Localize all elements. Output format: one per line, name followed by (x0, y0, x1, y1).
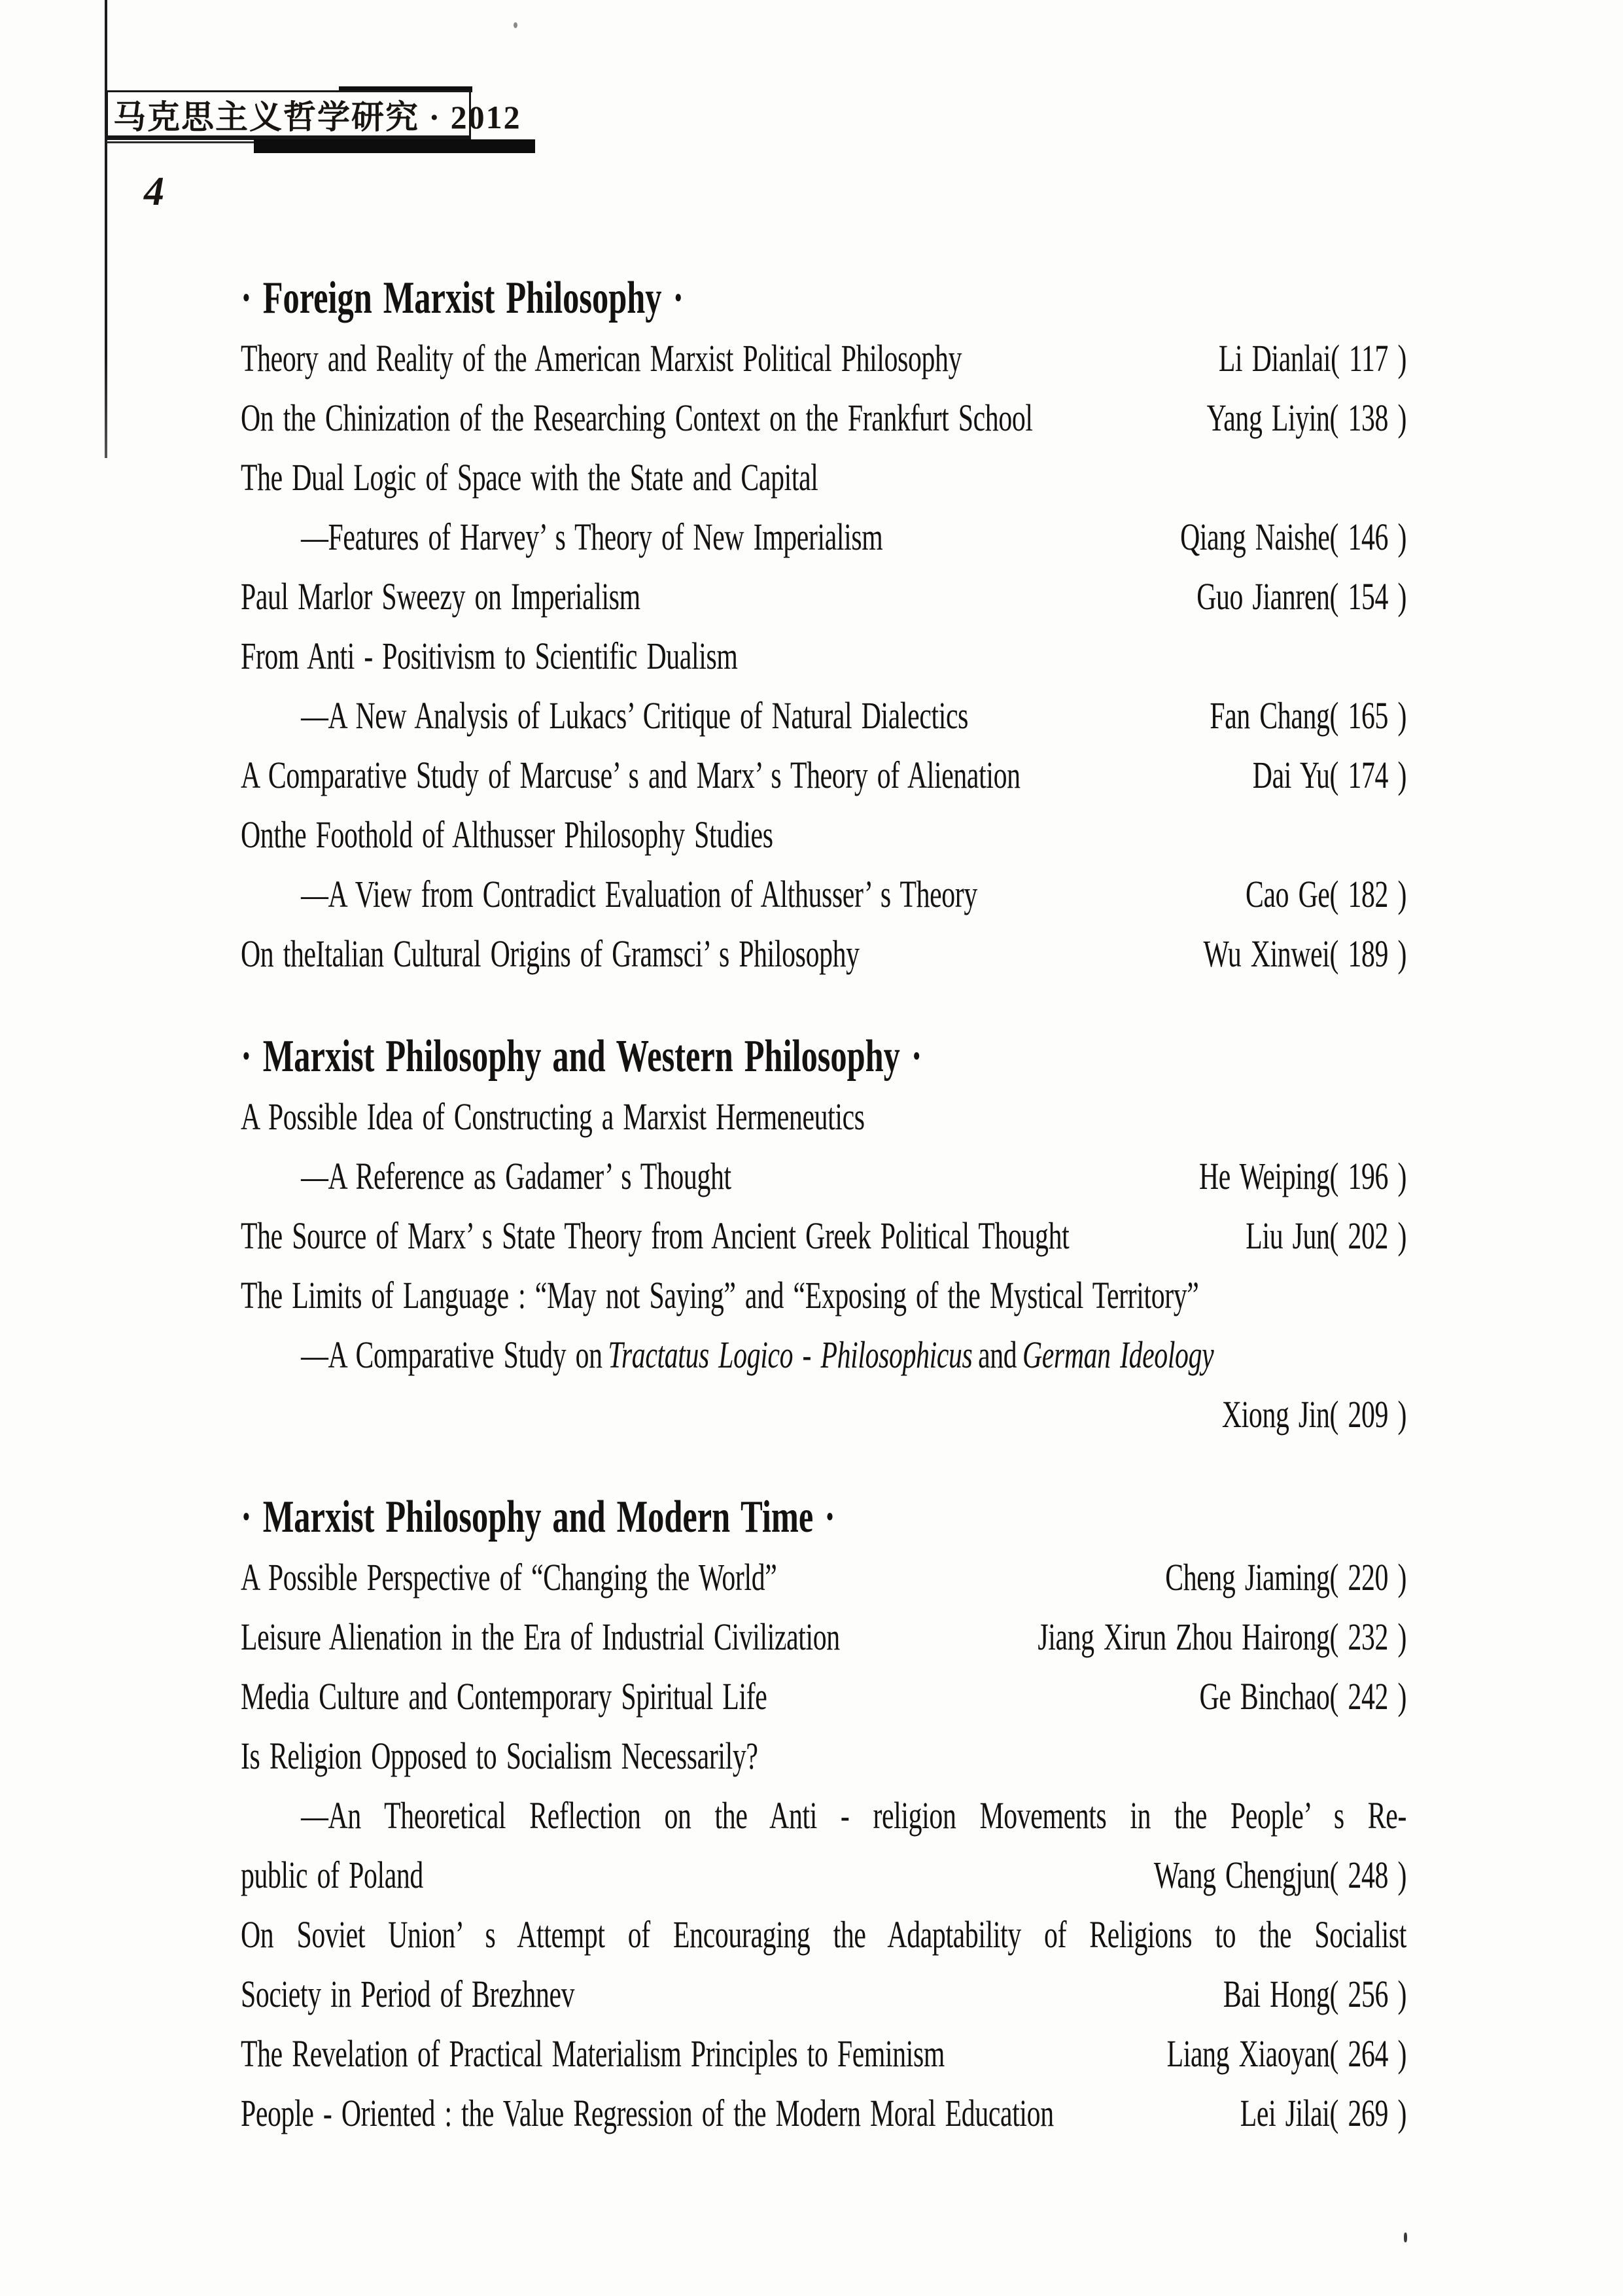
entry-author-page: Yang Liyin( 138 ) (1206, 397, 1406, 439)
toc-entry (241, 626, 1406, 686)
entry-title-segment-italic: Tractatus Logico - Philosophicus (608, 1333, 973, 1376)
toc-entry-subtitle (241, 864, 1406, 924)
entry-author-page: Ge Binchao( 242 ) (1199, 1675, 1406, 1718)
toc-entry (241, 2083, 1406, 2143)
toc-entry (241, 1667, 1406, 1726)
entry-author-page: Bai Hong( 256 ) (1223, 1973, 1406, 2015)
entry-author-page: Liang Xiaoyan( 264 ) (1166, 2032, 1406, 2075)
journal-header-text: 马克思主义哲学研究 · 2012 (108, 101, 469, 138)
toc-entry (241, 1607, 1406, 1667)
toc-entry (241, 1087, 1406, 1146)
toc-entry-author-line (241, 1385, 1406, 1444)
entry-title: Paul Marlor Sweezy on Imperialism (241, 575, 640, 618)
scan-speck (514, 22, 517, 28)
entry-author-page: Qiang Naishe( 146 ) (1180, 516, 1406, 558)
toc-entry (241, 1905, 1406, 1964)
entry-title: The Limits of Language : “May not Saying” and “Exposing of the Mystical Territory” (241, 1274, 1199, 1316)
entry-title: Theory and Reality of the American Marxist Political Philosophy (241, 337, 962, 380)
page-number: 4 (144, 169, 164, 214)
entry-author-page: Cheng Jiaming( 220 ) (1165, 1556, 1406, 1598)
entry-title: public of Poland (241, 1854, 423, 1896)
entry-title: —A New Analysis of Lukacs’ Critique of Natural Dialectics (301, 694, 969, 737)
toc-entry-subtitle (241, 1786, 1406, 1845)
entry-title-segment-italic: German Ideology (1022, 1333, 1214, 1376)
entry-title: From Anti - Positivism to Scientific Dualism (241, 635, 738, 677)
entry-author-page: Wang Chengjun( 248 ) (1153, 1854, 1406, 1896)
entry-title: Is Religion Opposed to Socialism Necessarily? (241, 1735, 758, 1777)
toc-entry (241, 1845, 1406, 1905)
toc-entry-subtitle (241, 686, 1406, 745)
section-heading: · Marxist Philosophy and Modern Time · (241, 1492, 835, 1542)
entry-title (241, 1325, 1213, 1385)
section-foreign-marxist-philosophy (241, 268, 1406, 983)
toc-entry-subtitle (241, 1146, 1406, 1206)
entry-author-page: Fan Chang( 165 ) (1210, 694, 1406, 737)
entry-title: A Possible Perspective of “Changing the World” (241, 1556, 777, 1598)
toc-entry (241, 805, 1406, 864)
entry-title-segment: —A Comparative Study on (301, 1333, 602, 1376)
section-heading: · Marxist Philosophy and Western Philosophy · (241, 1031, 922, 1082)
entry-title: —A Reference as Gadamer’ s Thought (301, 1155, 731, 1197)
toc-entry (241, 448, 1406, 507)
entry-title: On Soviet Union’ s Attempt of Encouraging the Adaptability of Religions to the Socialist (241, 1913, 1406, 1956)
toc-entry (241, 1265, 1406, 1325)
section-heading: · Foreign Marxist Philosophy · (241, 273, 684, 323)
toc-entry (241, 1726, 1406, 1786)
entry-title: A Possible Idea of Constructing a Marxist Hermeneutics (241, 1095, 865, 1138)
entry-title: The Dual Logic of Space with the State and Capital (241, 456, 818, 499)
toc-entry (241, 745, 1406, 805)
entry-author-page: Guo Jianren( 154 ) (1196, 575, 1406, 618)
entry-title: —A View from Contradict Evaluation of Althusser’ s Theory (301, 873, 977, 915)
entry-author-page: Li Dianlai( 117 ) (1218, 337, 1406, 380)
entry-title: Leisure Alienation in the Era of Industrial Civilization (241, 1616, 840, 1658)
toc-entry-subtitle (241, 507, 1406, 567)
entry-title: People - Oriented : the Value Regression of the Modern Moral Education (241, 2092, 1054, 2134)
entry-title: Media Culture and Contemporary Spiritual Life (241, 1675, 767, 1718)
toc-entry (241, 388, 1406, 448)
entry-title: Onthe Foothold of Althusser Philosophy Studies (241, 813, 773, 856)
entry-title: —An Theoretical Reflection on the Anti - religion Movements in the People’ s Re- (301, 1794, 1406, 1837)
entry-title-segment: and (978, 1333, 1017, 1376)
entry-title: The Source of Marx’ s State Theory from Ancient Greek Political Thought (241, 1214, 1070, 1257)
table-of-contents (241, 268, 1406, 2143)
section-marxist-western-philosophy (241, 1027, 1406, 1444)
entry-author-page: He Weiping( 196 ) (1198, 1155, 1406, 1197)
entry-title: A Comparative Study of Marcuse’ s and Marx’ s Theory of Alienation (241, 754, 1021, 796)
toc-entry (241, 1206, 1406, 1265)
entry-title: On theItalian Cultural Origins of Gramsci’ s Philosophy (241, 932, 860, 975)
section-marxist-modern-time (241, 1487, 1406, 2143)
journal-header-box (106, 90, 521, 140)
entry-author-page: Wu Xinwei( 189 ) (1203, 932, 1406, 975)
toc-entry-subtitle (241, 1325, 1406, 1385)
entry-author-page: Lei Jilai( 269 ) (1240, 2092, 1406, 2134)
toc-entry (241, 567, 1406, 626)
entry-title: On the Chinization of the Researching Context on the Frankfurt School (241, 397, 1033, 439)
entry-author-page: Xiong Jin( 209 ) (1221, 1393, 1406, 1436)
entry-title: Society in Period of Brezhnev (241, 1973, 575, 2015)
toc-entry (241, 1547, 1406, 1607)
toc-entry (241, 328, 1406, 388)
left-margin-rule (105, 0, 107, 458)
scan-speck (1404, 2233, 1407, 2242)
toc-entry (241, 924, 1406, 983)
entry-author-page: Dai Yu( 174 ) (1252, 754, 1406, 796)
entry-author-page: Liu Jun( 202 ) (1246, 1214, 1406, 1257)
header-underline-bar (254, 139, 535, 153)
entry-author-page: Cao Ge( 182 ) (1245, 873, 1406, 915)
entry-author-page: Jiang Xirun Zhou Hairong( 232 ) (1038, 1616, 1406, 1658)
toc-entry (241, 1964, 1406, 2024)
entry-title: The Revelation of Practical Materialism Principles to Feminism (241, 2032, 945, 2075)
entry-title: —Features of Harvey’ s Theory of New Imperialism (301, 516, 883, 558)
header-underline-thin (107, 141, 254, 143)
toc-entry (241, 2024, 1406, 2083)
